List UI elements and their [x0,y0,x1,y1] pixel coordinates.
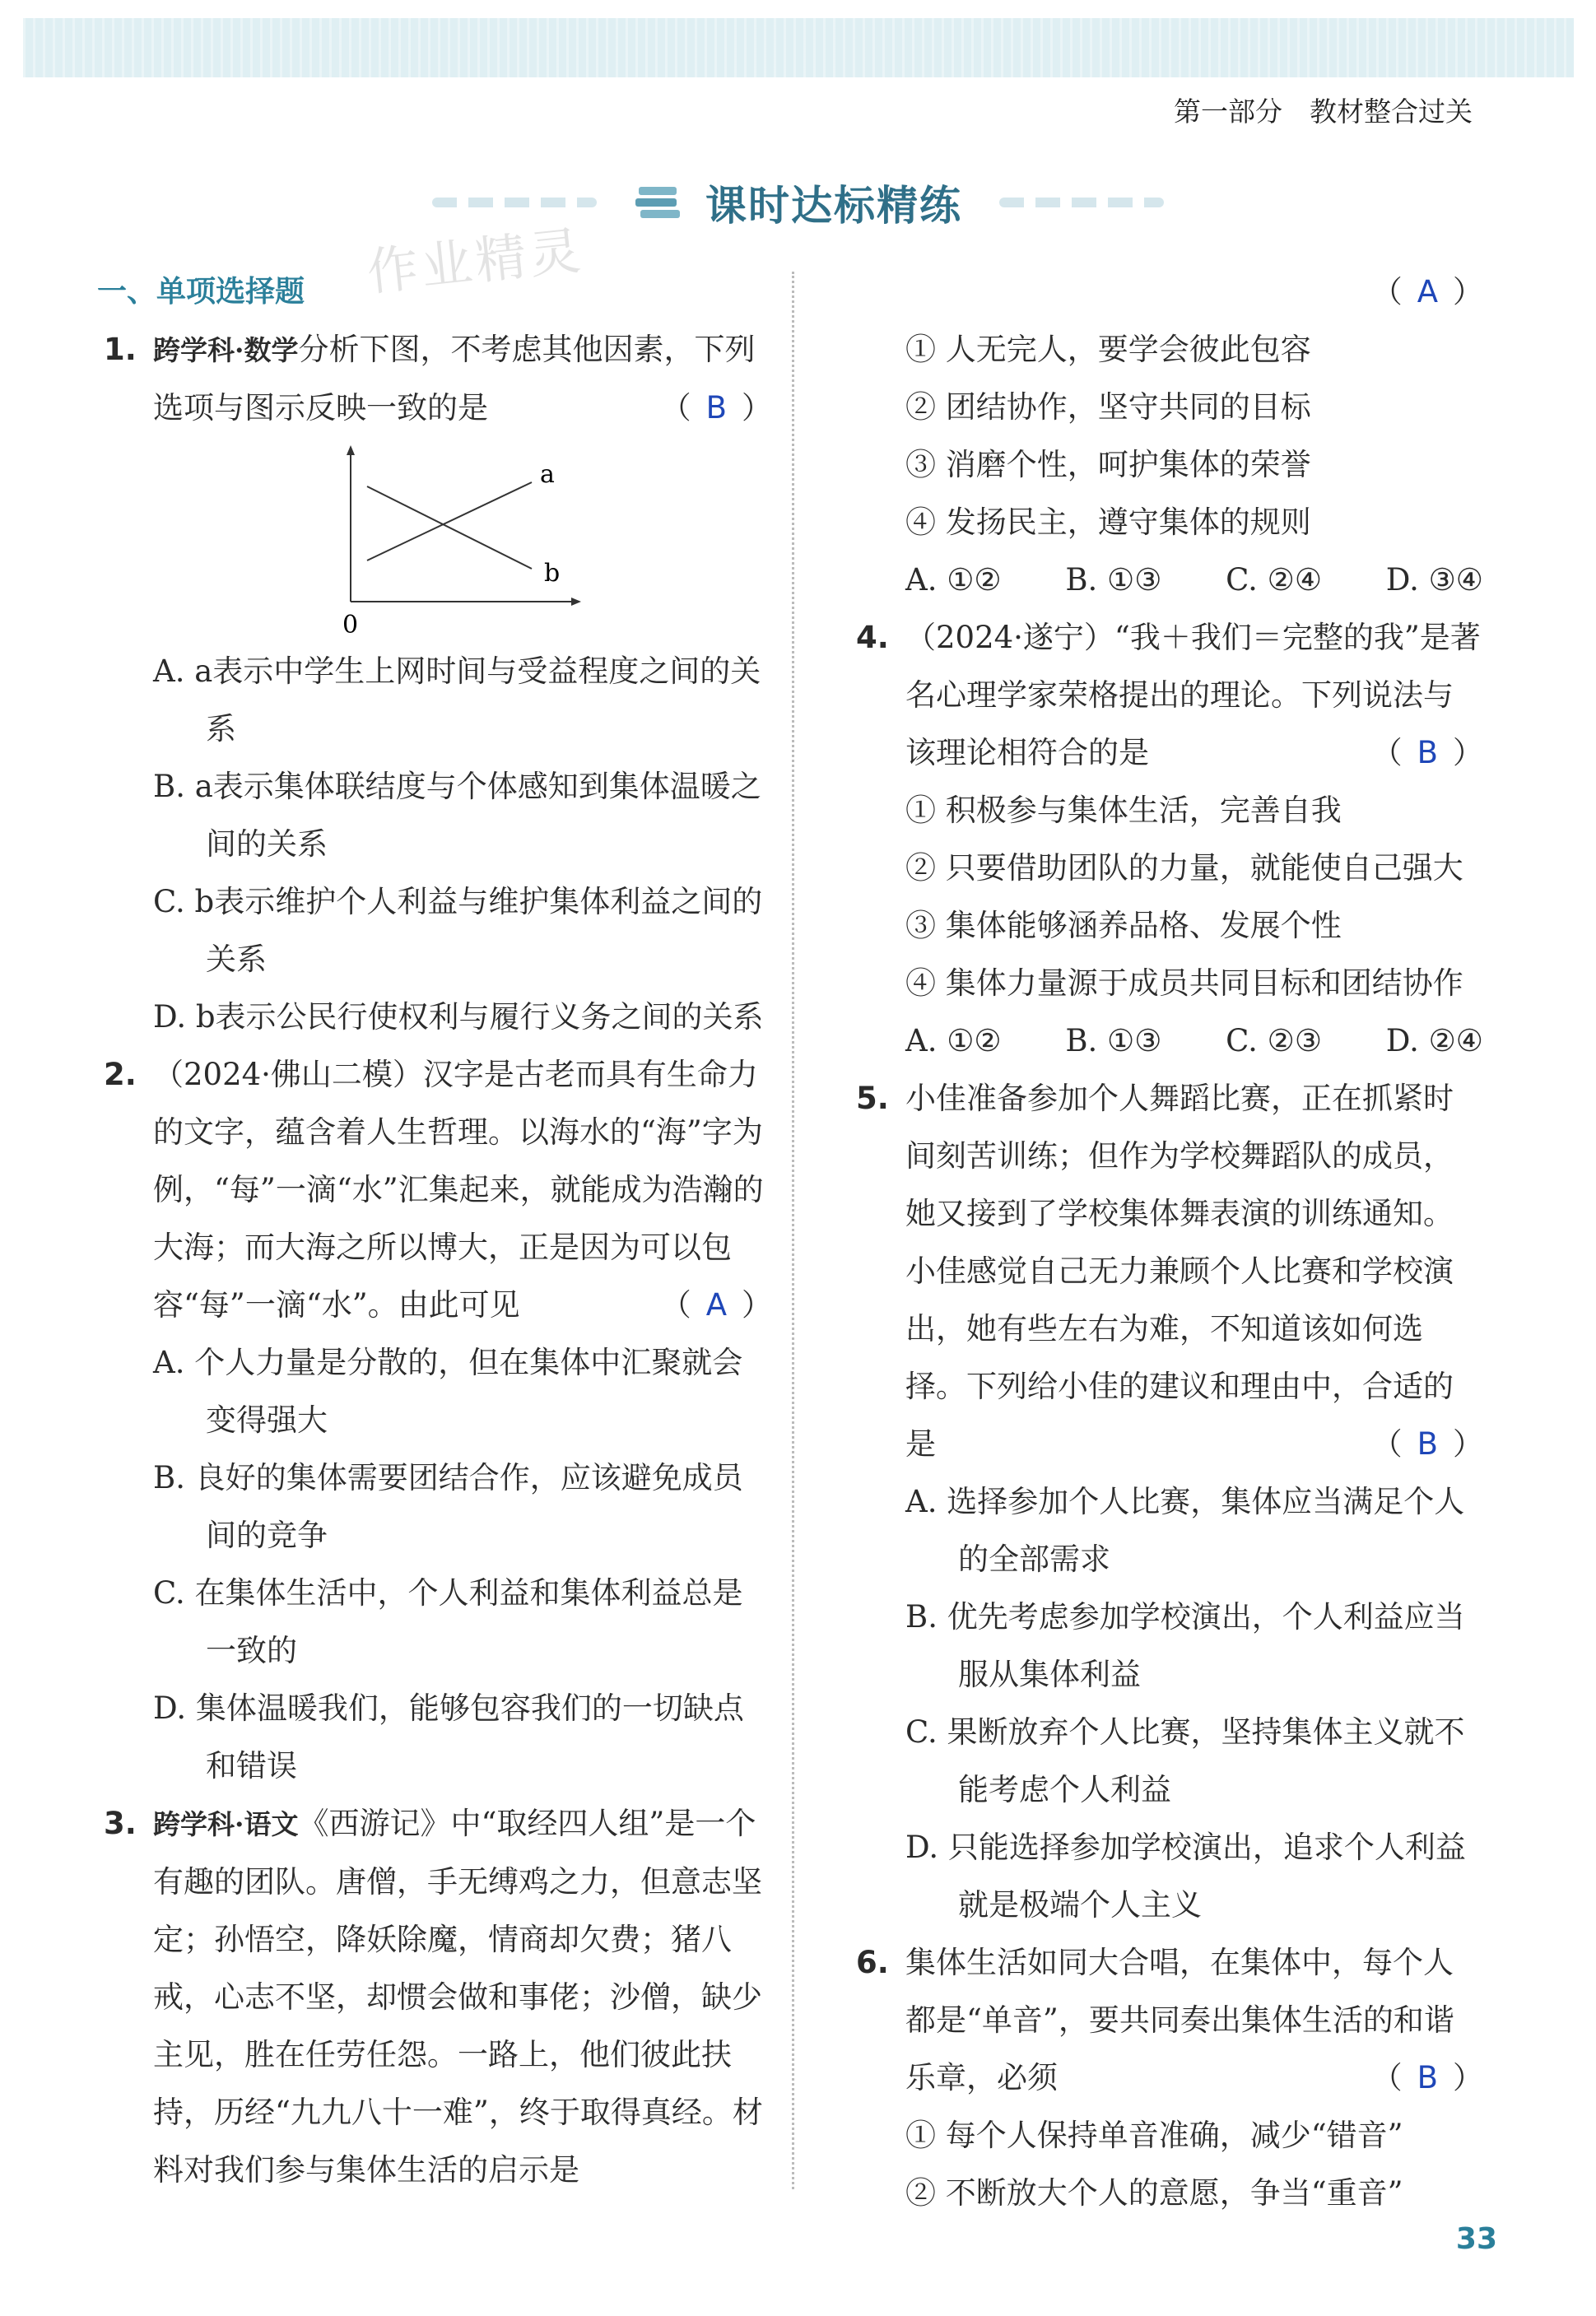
answer-value: B [705,390,727,426]
question-6 [858,1934,1483,2107]
answer-slot: （ B ） [1371,1426,1483,1462]
answer-value: B [1417,1426,1438,1462]
choice-row [858,551,1483,609]
option-a: A. 个人力量是分散的，但在集体中汇聚就会变得强大 [153,1345,743,1438]
option-c: C. 果断放弃个人比赛，坚持集体主义就不能考虑个人利益 [905,1714,1465,1807]
question-stem: 集体生活如同大合唱，在集体中，每个人都是“单音”，要共同奏出集体生活的和谐乐章，必须 [905,1945,1454,2095]
graph-svg [334,437,598,643]
page-title: 课时达标精练 [705,182,963,230]
answer-slot: （ A ） [660,1287,772,1323]
choice-b: B. ①③ [1065,1023,1162,1058]
title-right-decoration [999,198,1164,207]
question-stem: 《西游记》中“取经四人组”是一个有趣的团队。唐僧，手无缚鸡之力，但意志坚定；孙悟空，降妖除魔，情商却欠费；猪八戒，心志不坚，却惯会做和事佬；沙僧，缺少主见，胜在任劳任怨。一路上，他们彼此扶持，历经“九九八十一难”，终于取得真经。材料对我们参与集体生活的启示是 [153,1806,763,2188]
question-3-answer-line [858,263,1483,321]
question-number: 5. [856,1081,889,1116]
question-number: 4. [856,620,889,655]
question-3 [105,1795,772,2199]
answer-slot: （ B ） [1371,2060,1483,2095]
option-d: D. 集体温暖我们，能够包容我们的一切缺点和错误 [153,1690,744,1784]
statement-2: ② 团结协作，坚守共同的目标 [905,389,1311,425]
option-c: C. b表示维护个人利益与维护集体利益之间的关系 [153,884,763,977]
question-stem: 分析下图，不考虑其他因素，下列选项与图示反映一致的是 [153,332,756,426]
choice-d: D. ③④ [1385,562,1483,598]
statement-1: ① 人无完人，要学会彼此包容 [905,332,1311,367]
choice-a: A. ①② [905,562,1002,598]
books-icon [634,180,685,225]
column-divider [792,272,794,2189]
option-d: D. 只能选择参加学校演出，追求个人利益就是极端个人主义 [905,1830,1466,1923]
question-1 [105,321,772,437]
choice-b: B. ①③ [1065,562,1162,598]
question-tag: 跨学科·语文 [153,1808,299,1840]
answer-slot: （ B ） [660,390,772,426]
choice-row [858,1012,1483,1070]
question-number: 3. [104,1806,137,1841]
choice-c: C. ②③ [1226,1023,1323,1058]
option-a: A. 选择参加个人比赛，集体应当满足个人的全部需求 [905,1484,1465,1577]
option-d: D. b表示公民行使权利与履行义务之间的关系 [153,999,764,1035]
question-number: 6. [856,1945,889,1980]
question-5 [858,1070,1483,1473]
question-tag: 跨学科·数学 [153,334,299,366]
line-b [367,486,532,569]
answer-slot: （ B ） [1371,735,1483,770]
statement-2: ② 只要借助团队的力量，就能使自己强大 [905,850,1463,886]
answer-value: B [1417,735,1438,770]
line-a-label: a [540,460,555,489]
line-a [367,482,532,560]
answer-value: A [1417,274,1438,309]
running-header: 第一部分 教材整合过关 [1174,95,1473,128]
answer-slot: （ A ） [1371,274,1483,309]
choice-a: A. ①② [905,1023,1002,1058]
line-b-label: b [544,559,561,588]
statement-1: ① 积极参与集体生活，完善自我 [905,793,1342,828]
option-a: A. a表示中学生上网时间与受益程度之间的关系 [153,653,761,746]
line-graph [334,437,772,643]
question-stem: （2024·佛山二模）汉字是古老而具有生命力的文字，蕴含着人生哲理。以海水的“海”字为例，“每”一滴“水”汇集起来，就能成为浩瀚的大海；而大海之所以博大，正是因为可以包容“每”一滴“水”。由此可见 [153,1057,764,1323]
question-4 [858,609,1483,782]
question-number: 1. [104,332,137,367]
statement-3: ③ 集体能够涵养品格、发展个性 [905,908,1342,943]
title-left-decoration [432,198,597,207]
answer-value: B [1417,2060,1438,2095]
question-stem: （2024·遂宁）“我＋我们＝完整的我”是著名心理学家荣格提出的理论。下列说法与该理论相符合的是 [905,620,1481,770]
option-b: B. 良好的集体需要团结合作，应该避免成员间的竞争 [153,1460,743,1553]
answer-value: A [705,1287,727,1323]
watermark: 作业精灵 [364,220,587,303]
top-decorative-band [23,18,1574,77]
page-title-bar [0,173,1596,232]
left-column [97,263,772,2199]
statement-4: ④ 发扬民主，遵守集体的规则 [905,505,1311,540]
choice-d: D. ②④ [1385,1023,1483,1058]
right-column [858,263,1483,2222]
choice-c: C. ②④ [1226,562,1323,598]
section-heading: 一、单项选择题 [97,275,305,309]
question-number: 2. [104,1057,137,1092]
origin-label: 0 [342,611,359,639]
statement-2: ② 不断放大个人的意愿，争当“重音” [905,2175,1403,2211]
page-number: 33 [1455,2222,1497,2256]
option-c: C. 在集体生活中，个人利益和集体利益总是一致的 [153,1575,743,1668]
question-2 [105,1046,772,1334]
statement-1: ① 每个人保持单音准确，减少“错音” [905,2118,1403,2153]
statement-3: ③ 消磨个性，呵护集体的荣誉 [905,447,1311,482]
option-b: B. 优先考虑参加学校演出，个人利益应当服从集体利益 [905,1599,1465,1692]
statement-4: ④ 集体力量源于成员共同目标和团结协作 [905,965,1463,1001]
option-b: B. a表示集体联结度与个体感知到集体温暖之间的关系 [153,769,761,862]
question-stem: 小佳准备参加个人舞蹈比赛，正在抓紧时间刻苦训练；但作为学校舞蹈队的成员，她又接到了学校集体舞表演的训练通知。小佳感觉自己无力兼顾个人比赛和学校演出，她有些左右为难，不知道该如何选择。下列给小佳的建议和理由中，合适的是 [905,1081,1454,1462]
